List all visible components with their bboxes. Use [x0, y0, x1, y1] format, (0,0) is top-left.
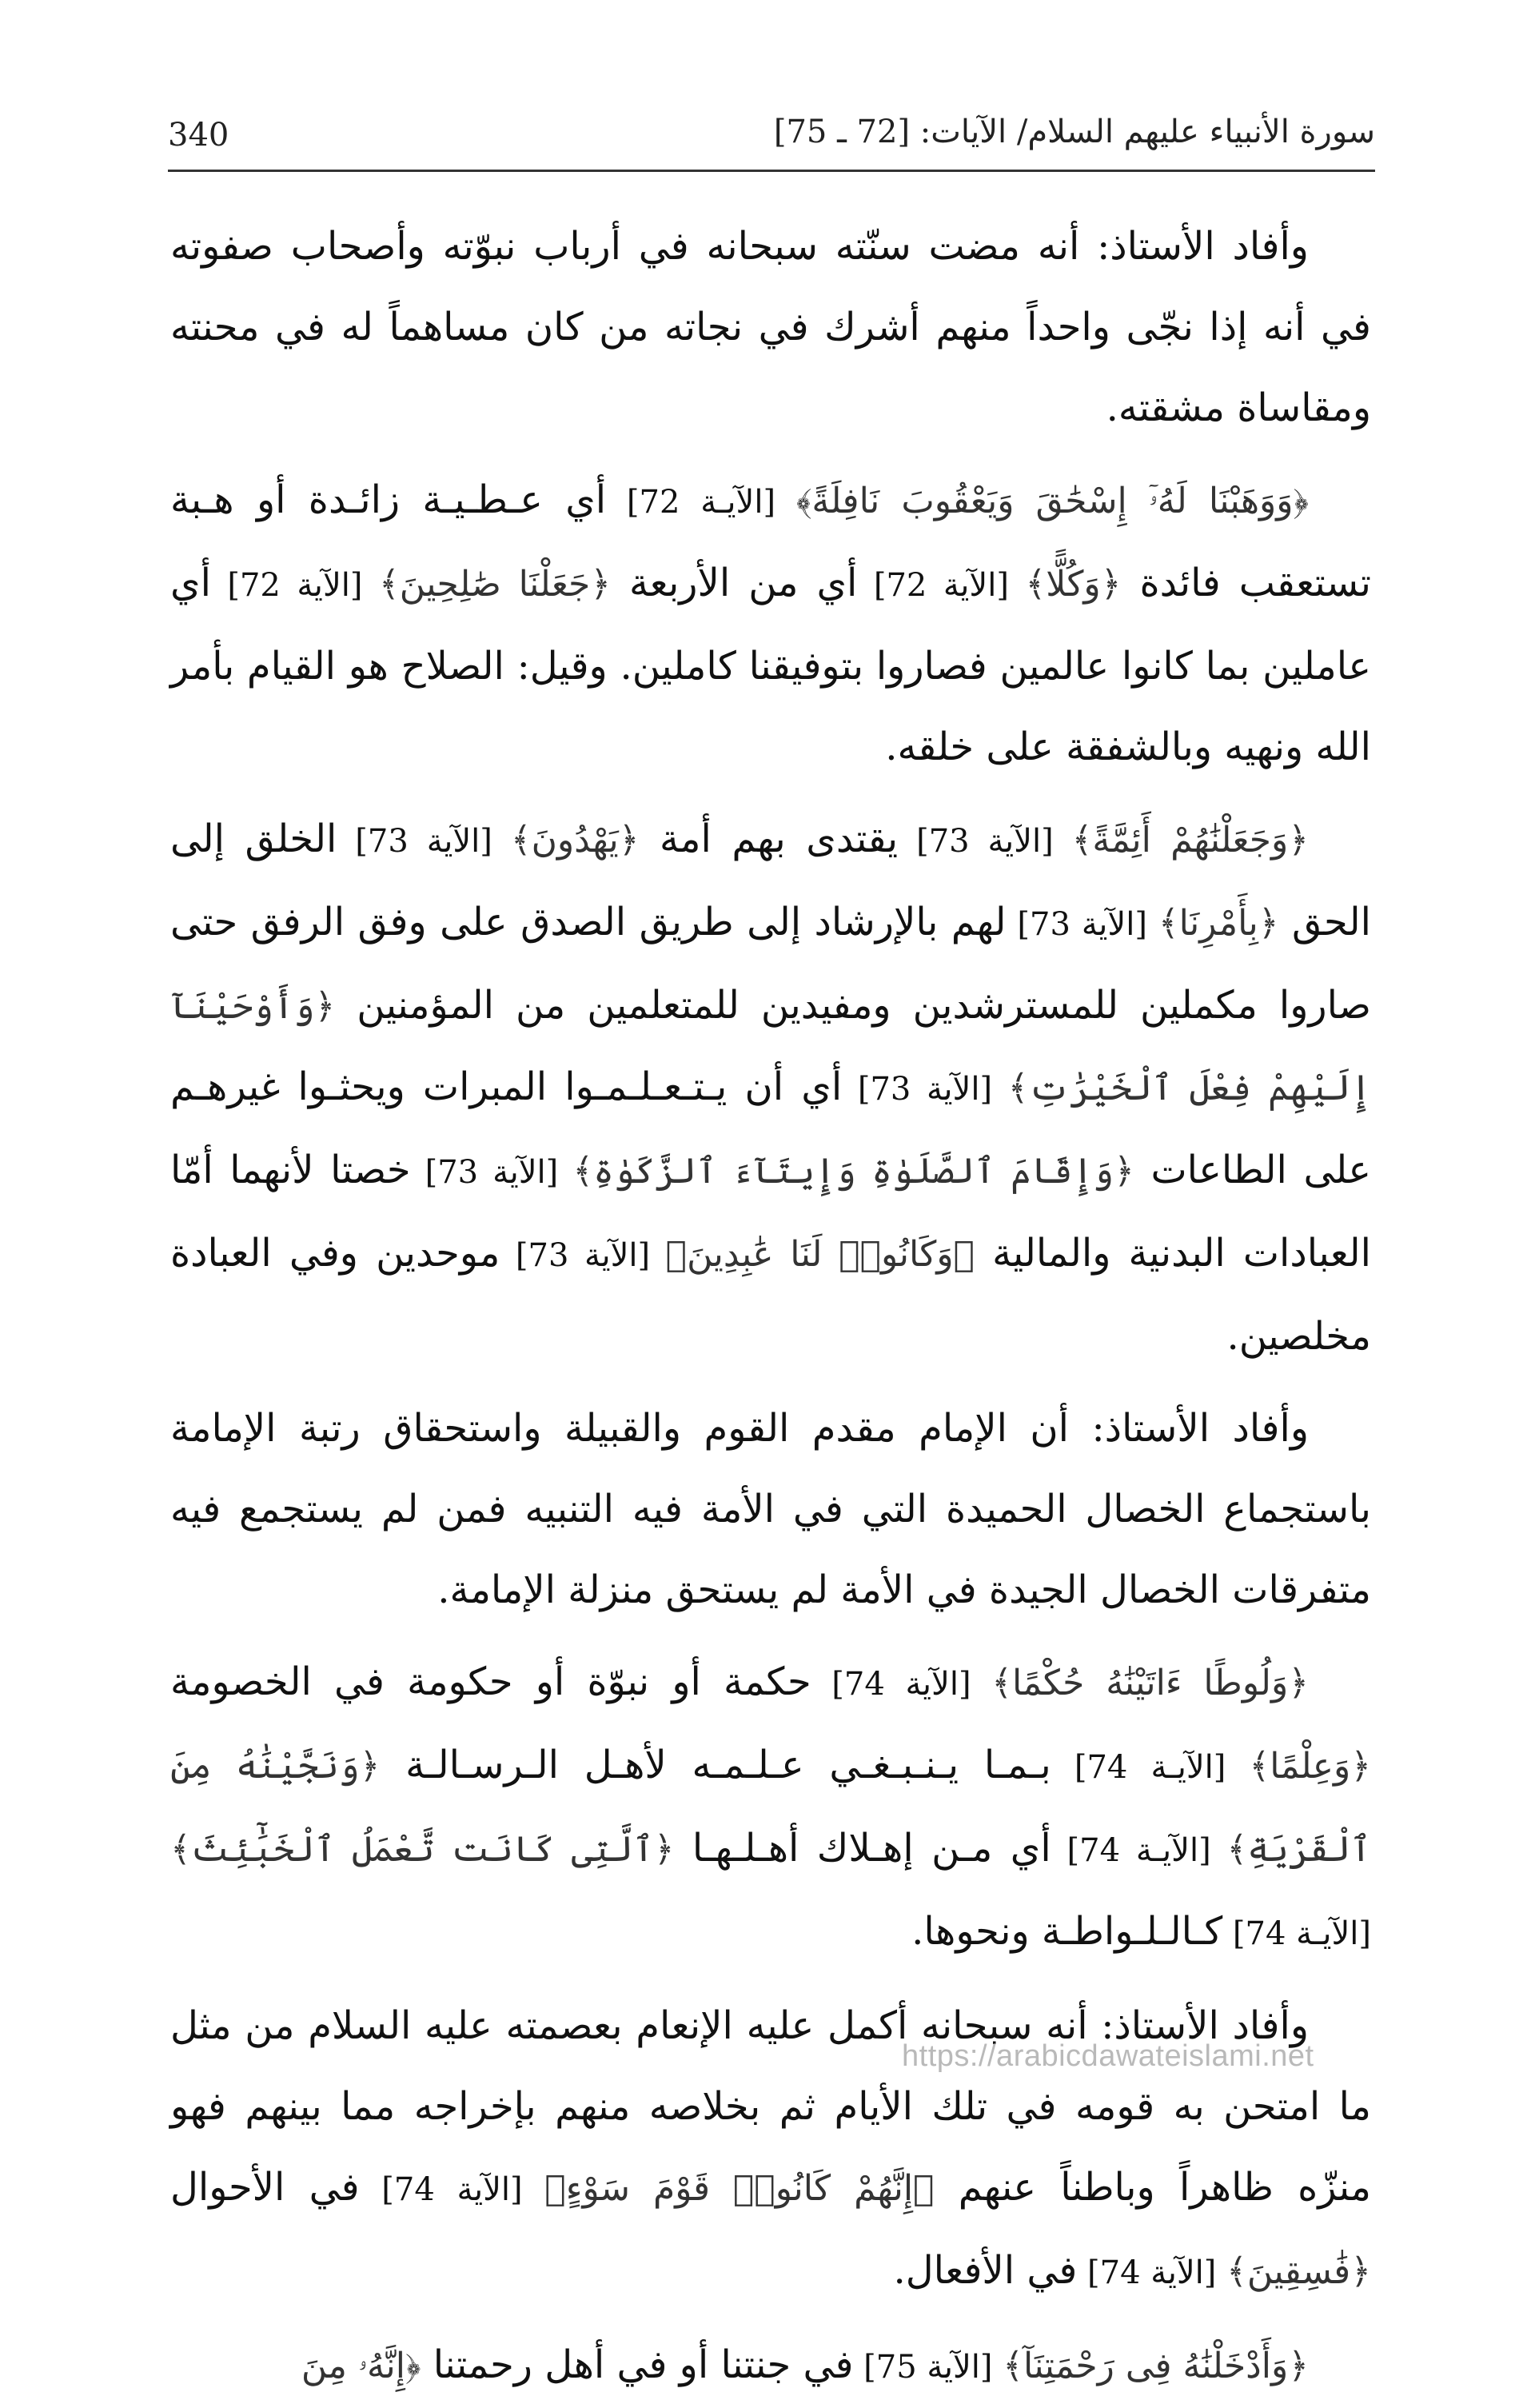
page-number: 340 [168, 117, 229, 154]
verse-reference: [الآية 73] [842, 1071, 1008, 1108]
commentary-text: أي عاملين بما كانوا عالمين فصاروا بتوفيقنا كاملين. وقيل: الصلاح هو القيام بأمر الله ونهيه وبالشفقة على خلقه. [170, 561, 1371, 769]
quran-verse: ﴿فَٰسِقِينَ﴾ [1226, 2251, 1371, 2292]
commentary-text: حكمة أو نبوّة أو حكومة في الخصومة [170, 1659, 811, 1704]
quran-verse: ﴿وَكَانُوا۟ لَنَا عَٰبِدِينَ﴾ [665, 1234, 975, 1275]
commentary-text: موحدين وفي العبادة مخلصين. [170, 1231, 1371, 1359]
commentary-text: الخلق إلى الحق [170, 817, 1371, 944]
commentary-text: وأفاد الأستاذ: أنه مضت سنّته سبحانه في أرباب نبوّته وأصحاب صفوته في أنه إذا نجّى واحداً منهم أشرك في نجاته من كان مساهماً له في محنته ومقاساة مشقته. [170, 224, 1371, 430]
verse-reference: [الآيـة 74] [1051, 1749, 1250, 1786]
verse-reference: [الآية 74] [359, 2171, 545, 2208]
body-text [170, 206, 1371, 2408]
verse-reference: [الآية 74] [1077, 2254, 1227, 2291]
verse-reference: [الآية 73] [1006, 906, 1158, 943]
quran-verse: ﴿وَلُوطًا ءَاتَيْنَٰهُ حُكْمًا﴾ [991, 1663, 1309, 1703]
quran-verse: ﴿وَإِقَامَ ٱلصَّلَوٰةِ وَإِيتَآءَ ٱلزَّكَوٰةِ﴾ [572, 1151, 1134, 1192]
verse-reference: [الآيـة 72] [606, 484, 796, 521]
running-head [168, 110, 1375, 166]
verse-reference: [الآية 73] [410, 1154, 573, 1191]
quran-verse: ﴿إِنَّهُۥ مِنَ [301, 2346, 421, 2386]
paragraph [170, 1642, 1371, 1975]
commentary-text: أي مـن إهـلاك أهـلـهـا [674, 1826, 1051, 1871]
quran-verse: ﴿وَجَعَلْنَٰهُمْ أَئِمَّةً﴾ [1071, 820, 1309, 861]
commentary-text: يقتدى بهم أمة [639, 817, 899, 861]
quran-verse: ﴿جَعَلْنَا صَٰلِحِينَ﴾ [378, 564, 612, 605]
verse-reference: [الآية 73] [337, 823, 511, 860]
quran-verse: ﴿وَكُلًّا﴾ [1025, 564, 1122, 605]
commentary-text: كـالـلـواطـة ونحوها. [911, 1909, 1223, 1954]
header-rule [168, 170, 1375, 172]
commentary-text: وأفاد الأستاذ: أن الإمام مقدم القوم والقبيلة واستحقاق رتبة الإمامة باستجماع الخصال الحميدة التي في الأمة فيه التنبيه فمن لم يستجمع فيه متفرقات الخصال الجيدة في الأمة لم يستحق منزلة الإمامة. [170, 1406, 1371, 1612]
paragraph [170, 206, 1371, 449]
commentary-text: أي أن يـتـعـلـمـوا المبرات ويحثـوا غيرهـم على الطاعات [170, 1064, 1372, 1192]
verse-reference: [الآية 73] [500, 1237, 666, 1274]
verse-reference: [الآية 74] [811, 1666, 992, 1703]
commentary-text: في جنتنا أو في أهل رحمتنا [421, 2342, 854, 2387]
paragraph [170, 1388, 1371, 1631]
commentary-text: لهم بالإرشاد إلى طريق الصدق على وفق الرفق حتى صاروا مكملين للمسترشدين ومفيدين للمتعلمين من المؤمنين [170, 900, 1371, 1028]
commentary-text: في الأفعال. [893, 2248, 1078, 2293]
commentary-text: في الأحوال [170, 2165, 360, 2210]
quran-verse: ﴿ٱلَّتِى كَانَت تَّعْمَلُ ٱلْخَبَٰٓئِثَ﴾ [170, 1829, 675, 1870]
quran-verse: ﴿وَأَدْخَلْنَٰهُ فِى رَحْمَتِنَآ﴾ [1003, 2346, 1309, 2386]
paragraph [170, 460, 1371, 788]
quran-verse: ﴿وَعِلْمًا﴾ [1249, 1746, 1371, 1787]
paragraph [170, 799, 1371, 1377]
verse-reference: [الآية 72] [857, 567, 1026, 604]
quran-verse: ﴿وَوَهَبْنَا لَهُۥٓ إِسْحَٰقَ وَيَعْقُوبَ نَافِلَةً﴾ [795, 481, 1310, 521]
quran-verse: ﴿يَهْدُونَ﴾ [510, 820, 640, 861]
quran-verse: ﴿بِأَمْرِنَا﴾ [1158, 903, 1279, 944]
commentary-text: بـمـا يـنـبـغـي عـلـمـه لأهـل الـرسـالـة [380, 1743, 1051, 1787]
watermark-url: https://arabicdawateislami.net [902, 2039, 1314, 2073]
paragraph [170, 1986, 1371, 2314]
verse-reference: [الآية 73] [898, 823, 1072, 860]
quran-verse: ﴿وَنَجَّيْنَٰهُ مِنَ ٱلْقَرْيَةِ﴾ [170, 1746, 1372, 1870]
verse-reference: [الآيـة 74] [1051, 1832, 1227, 1869]
commentary-text: أي عـطـيـة زائـدة أو هـبة تستعقب فائدة [170, 477, 1371, 605]
verse-reference: [الآية 72] [210, 567, 379, 604]
quran-verse: ﴿إِنَّهُمْ كَانُوا۟ قَوْمَ سَوْءٍ﴾ [544, 2168, 935, 2209]
commentary-text: وأفاد الأستاذ: أنه سبحانه أكمل عليه الإنعام بعصمته عليه السلام من مثل ما امتحن به قومه في تلك الأيام ثم بخلاصه منهم بإخراجه مما بينهم فهو منزّه ظاهراً وباطناً عنهم [170, 2003, 1371, 2210]
paragraph [170, 2325, 1371, 2408]
verse-reference: [الآيـة 74] [1222, 1915, 1371, 1952]
verse-reference: [الآية 75] [853, 2349, 1003, 2386]
quran-verse: ﴿وَأَوْحَيْنَآ إِلَيْهِمْ فِعْلَ ٱلْخَيْرَٰتِ﴾ [170, 986, 1371, 1108]
running-title: سورة الأنبياء عليهم السلام/ الآيات: [72 ـ 75] [773, 114, 1375, 150]
commentary-text: خصتا لأنهما أمّا العبادات البدنية والمالية [170, 1148, 1371, 1276]
commentary-text: أي من الأربعة [611, 561, 858, 605]
